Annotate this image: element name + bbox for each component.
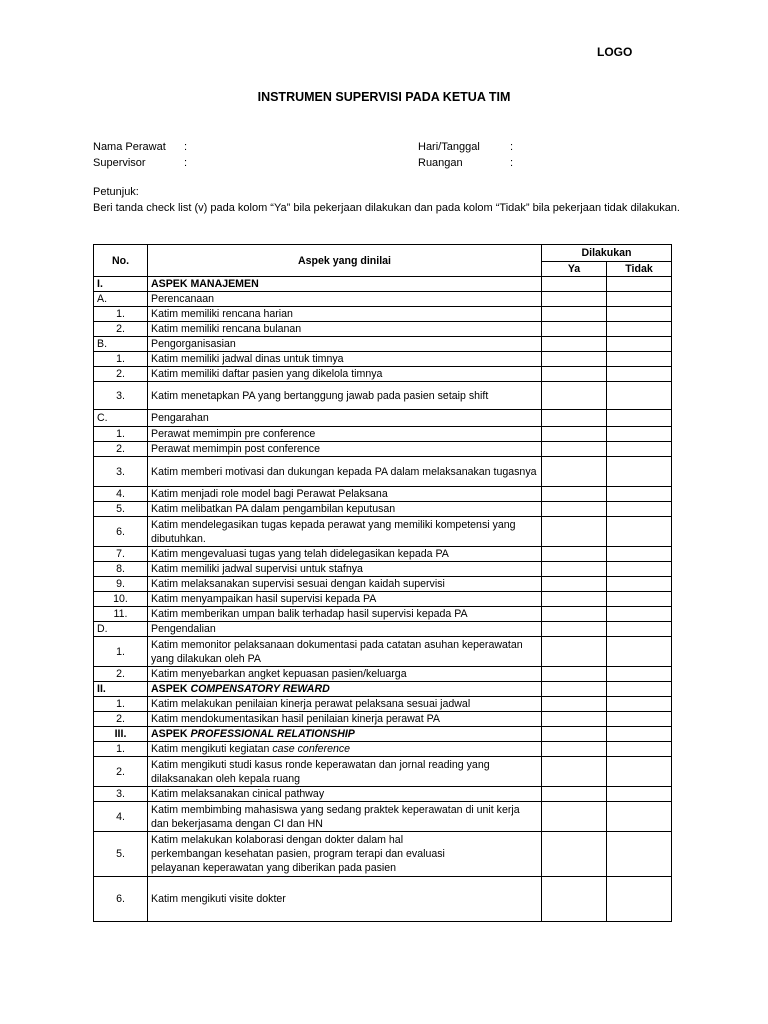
checkbox-cell-tidak[interactable] xyxy=(607,802,672,832)
checkbox-cell-ya[interactable] xyxy=(542,832,607,877)
checkbox-cell-ya[interactable] xyxy=(542,787,607,802)
checkbox-cell-ya[interactable] xyxy=(542,307,607,322)
table-row xyxy=(94,682,672,697)
label-nama-perawat: Nama Perawat xyxy=(93,141,166,153)
table-row xyxy=(94,322,672,337)
checkbox-cell-ya[interactable] xyxy=(542,277,607,292)
checkbox-cell-ya[interactable] xyxy=(542,802,607,832)
checkbox-cell-ya[interactable] xyxy=(542,442,607,457)
checkbox-cell-tidak[interactable] xyxy=(607,727,672,742)
row-aspect-text xyxy=(148,832,542,877)
row-aspect-text: Katim melaksanakan cinical pathway xyxy=(148,787,542,802)
row-aspect-text: Katim memberi motivasi dan dukungan kepada PA dalam melaksanakan tugasnya xyxy=(148,457,542,487)
row-number: C. xyxy=(94,410,148,427)
checkbox-cell-tidak[interactable] xyxy=(607,712,672,727)
table-row xyxy=(94,832,672,877)
row-aspect-text: Katim mendelegasikan tugas kepada perawat yang memiliki kompetensi yang dibutuhkan. xyxy=(148,517,542,547)
checkbox-cell-tidak[interactable] xyxy=(607,562,672,577)
row-number: 3. xyxy=(94,787,148,802)
checkbox-cell-tidak[interactable] xyxy=(607,352,672,367)
row-number: 8. xyxy=(94,562,148,577)
row-aspect-text: Perencanaan xyxy=(148,292,542,307)
header-no: No. xyxy=(94,245,148,277)
checkbox-cell-ya[interactable] xyxy=(542,592,607,607)
row-number: 1. xyxy=(94,352,148,367)
checkbox-cell-tidak[interactable] xyxy=(607,832,672,877)
row-aspect-text: Katim mendokumentasikan hasil penilaian kinerja perawat PA xyxy=(148,712,542,727)
colon: : xyxy=(184,157,188,169)
row-number: 2. xyxy=(94,322,148,337)
checkbox-cell-ya[interactable] xyxy=(542,427,607,442)
label-hari-tanggal: Hari/Tanggal xyxy=(418,141,480,153)
checkbox-cell-tidak[interactable] xyxy=(607,877,672,922)
table-row xyxy=(94,787,672,802)
row-number: 3. xyxy=(94,457,148,487)
checkbox-cell-ya[interactable] xyxy=(542,697,607,712)
row-number: 2. xyxy=(94,367,148,382)
checkbox-cell-ya[interactable] xyxy=(542,727,607,742)
row-aspect-text: Perawat memimpin post conference xyxy=(148,442,542,457)
table-row xyxy=(94,607,672,622)
checkbox-cell-ya[interactable] xyxy=(542,502,607,517)
checkbox-cell-ya[interactable] xyxy=(542,742,607,757)
checkbox-cell-tidak[interactable] xyxy=(607,742,672,757)
header-aspek: Aspek yang dinilai xyxy=(148,245,542,277)
row-number: III. xyxy=(94,727,148,742)
table-row xyxy=(94,577,672,592)
checkbox-cell-tidak[interactable] xyxy=(607,410,672,427)
checkbox-cell-ya[interactable] xyxy=(542,292,607,307)
row-number: 1. xyxy=(94,742,148,757)
table-row xyxy=(94,502,672,517)
table-row xyxy=(94,547,672,562)
checkbox-cell-ya[interactable] xyxy=(542,682,607,697)
row-aspect-text: Pengarahan xyxy=(148,410,542,427)
table-row xyxy=(94,427,672,442)
table-row xyxy=(94,410,672,427)
checkbox-cell-tidak[interactable] xyxy=(607,622,672,637)
table-row xyxy=(94,802,672,832)
checkbox-cell-tidak[interactable] xyxy=(607,577,672,592)
row-number: D. xyxy=(94,622,148,637)
row-number: 2. xyxy=(94,442,148,457)
checkbox-cell-ya[interactable] xyxy=(542,487,607,502)
row-number: 4. xyxy=(94,802,148,832)
row-aspect-text: Pengendalian xyxy=(148,622,542,637)
row-aspect-text: Katim melibatkan PA dalam pengambilan keputusan xyxy=(148,502,542,517)
row-aspect-text: Katim menjadi role model bagi Perawat Pelaksana xyxy=(148,487,542,502)
table-row xyxy=(94,742,672,757)
row-number: II. xyxy=(94,682,148,697)
row-aspect-text: Katim menetapkan PA yang bertanggung jawab pada pasien setaip shift xyxy=(148,382,542,410)
table-row xyxy=(94,307,672,322)
checkbox-cell-ya[interactable] xyxy=(542,622,607,637)
row-number: 11. xyxy=(94,607,148,622)
row-number: 4. xyxy=(94,487,148,502)
checkbox-cell-ya[interactable] xyxy=(542,352,607,367)
checkbox-cell-ya[interactable] xyxy=(542,877,607,922)
row-number: 2. xyxy=(94,757,148,787)
row-aspect-text: Katim mengikuti studi kasus ronde keperawatan dan jornal reading yang dilaksanakan oleh kepala ruang xyxy=(148,757,542,787)
row-number: 3. xyxy=(94,382,148,410)
checkbox-cell-ya[interactable] xyxy=(542,547,607,562)
checkbox-cell-ya[interactable] xyxy=(542,322,607,337)
row-number: 7. xyxy=(94,547,148,562)
row-aspect-prefix: ASPEK xyxy=(151,728,191,740)
row-aspect-line: perkembangan kesehatan pasien, program terapi dan evaluasi xyxy=(151,848,445,860)
row-aspect-text: Katim menyampaikan hasil supervisi kepada PA xyxy=(148,592,542,607)
row-aspect-italic: PROFESSIONAL RELATIONSHIP xyxy=(190,728,355,740)
checkbox-cell-tidak[interactable] xyxy=(607,667,672,682)
row-aspect-italic: case conference xyxy=(272,743,351,755)
row-number: B. xyxy=(94,337,148,352)
row-aspect-prefix: ASPEK xyxy=(151,683,191,695)
checkbox-cell-tidak[interactable] xyxy=(607,517,672,547)
row-number: 10. xyxy=(94,592,148,607)
instructions-heading: Petunjuk: xyxy=(93,186,139,198)
row-number: 9. xyxy=(94,577,148,592)
table-row xyxy=(94,667,672,682)
checkbox-cell-ya[interactable] xyxy=(542,667,607,682)
row-number: 1. xyxy=(94,637,148,667)
table-row xyxy=(94,337,672,352)
row-aspect-text: Katim memonitor pelaksanaan dokumentasi pada catatan asuhan keperawatan yang dilakukan oleh PA xyxy=(148,637,542,667)
table-row xyxy=(94,562,672,577)
table-row xyxy=(94,592,672,607)
colon: : xyxy=(510,157,514,169)
table-row xyxy=(94,637,672,667)
table-row xyxy=(94,352,672,367)
checkbox-cell-tidak[interactable] xyxy=(607,442,672,457)
row-number: 5. xyxy=(94,832,148,877)
table-row xyxy=(94,292,672,307)
table-row xyxy=(94,712,672,727)
checkbox-cell-ya[interactable] xyxy=(542,577,607,592)
instructions-text: Beri tanda check list (v) pada kolom “Ya” bila pekerjaan dilakukan dan pada kolom “Tidak” bila pekerjaan tidak dilakukan. xyxy=(93,202,680,214)
row-aspect-text: Katim melaksanakan supervisi sesuai dengan kaidah supervisi xyxy=(148,577,542,592)
row-aspect-text: Katim mengikuti visite dokter xyxy=(148,877,542,922)
row-aspect-text xyxy=(148,682,542,697)
header-dilakukan: Dilakukan xyxy=(542,245,672,262)
row-aspect-prefix: Katim mengikuti kegiatan xyxy=(151,743,273,755)
row-aspect-text: Katim memiliki jadwal supervisi untuk stafnya xyxy=(148,562,542,577)
checkbox-cell-tidak[interactable] xyxy=(607,757,672,787)
checkbox-cell-tidak[interactable] xyxy=(607,697,672,712)
table-row xyxy=(94,367,672,382)
supervision-table xyxy=(93,244,672,922)
row-aspect-text: Perawat memimpin pre conference xyxy=(148,427,542,442)
table-row xyxy=(94,487,672,502)
row-number: I. xyxy=(94,277,148,292)
row-number: 6. xyxy=(94,877,148,922)
checkbox-cell-tidak[interactable] xyxy=(607,382,672,410)
row-aspect-text: Katim mengevaluasi tugas yang telah didelegasikan kepada PA xyxy=(148,547,542,562)
row-aspect-italic: COMPENSATORY REWARD xyxy=(190,683,330,695)
row-aspect-text: Katim melakukan penilaian kinerja perawat pelaksana sesuai jadwal xyxy=(148,697,542,712)
table-row xyxy=(94,877,672,922)
row-number: A. xyxy=(94,292,148,307)
checkbox-cell-tidak[interactable] xyxy=(607,787,672,802)
header-ya: Ya xyxy=(542,262,607,277)
checkbox-cell-tidak[interactable] xyxy=(607,322,672,337)
checkbox-cell-ya[interactable] xyxy=(542,457,607,487)
checkbox-cell-tidak[interactable] xyxy=(607,592,672,607)
table-row xyxy=(94,442,672,457)
checkbox-cell-tidak[interactable] xyxy=(607,457,672,487)
checkbox-cell-ya[interactable] xyxy=(542,712,607,727)
table-row xyxy=(94,277,672,292)
checkbox-cell-tidak[interactable] xyxy=(607,487,672,502)
row-aspect-text xyxy=(148,742,542,757)
table-row xyxy=(94,382,672,410)
checkbox-cell-tidak[interactable] xyxy=(607,637,672,667)
row-aspect-text: Katim memiliki daftar pasien yang dikelola timnya xyxy=(148,367,542,382)
row-number: 1. xyxy=(94,697,148,712)
checkbox-cell-tidak[interactable] xyxy=(607,292,672,307)
table-row xyxy=(94,727,672,742)
row-aspect-text: Katim menyebarkan angket kepuasan pasien/keluarga xyxy=(148,667,542,682)
row-aspect-text xyxy=(148,727,542,742)
checkbox-cell-tidak[interactable] xyxy=(607,337,672,352)
checkbox-cell-tidak[interactable] xyxy=(607,277,672,292)
row-aspect-line: Katim melakukan kolaborasi dengan dokter dalam hal xyxy=(151,834,404,846)
checkbox-cell-ya[interactable] xyxy=(542,607,607,622)
checkbox-cell-ya[interactable] xyxy=(542,337,607,352)
row-aspect-text: Katim membimbing mahasiswa yang sedang praktek keperawatan di unit kerja dan bekerjasama dengan CI dan HN xyxy=(148,802,542,832)
row-number: 2. xyxy=(94,712,148,727)
document-title: INSTRUMEN SUPERVISI PADA KETUA TIM xyxy=(257,90,511,104)
checkbox-cell-ya[interactable] xyxy=(542,367,607,382)
colon: : xyxy=(184,141,188,153)
row-aspect-text: ASPEK MANAJEMEN xyxy=(148,277,542,292)
row-aspect-text: Katim memiliki rencana harian xyxy=(148,307,542,322)
table-row xyxy=(94,697,672,712)
checkbox-cell-tidak[interactable] xyxy=(607,307,672,322)
checkbox-cell-tidak[interactable] xyxy=(607,607,672,622)
checkbox-cell-ya[interactable] xyxy=(542,517,607,547)
row-number: 2. xyxy=(94,667,148,682)
checkbox-cell-tidak[interactable] xyxy=(607,427,672,442)
row-number: 5. xyxy=(94,502,148,517)
table-row xyxy=(94,622,672,637)
table-row xyxy=(94,457,672,487)
checkbox-cell-tidak[interactable] xyxy=(607,502,672,517)
row-aspect-text: Katim memiliki jadwal dinas untuk timnya xyxy=(148,352,542,367)
row-aspect-text: Katim memberikan umpan balik terhadap hasil supervisi kepada PA xyxy=(148,607,542,622)
row-number: 1. xyxy=(94,307,148,322)
row-aspect-line: pelayanan keperawatan yang diberikan pada pasien xyxy=(151,862,397,874)
row-aspect-text: Katim memiliki rencana bulanan xyxy=(148,322,542,337)
table-row xyxy=(94,757,672,787)
checkbox-cell-ya[interactable] xyxy=(542,410,607,427)
label-supervisor: Supervisor xyxy=(93,157,146,169)
checkbox-cell-tidak[interactable] xyxy=(607,547,672,562)
row-number: 1. xyxy=(94,427,148,442)
row-number: 6. xyxy=(94,517,148,547)
checkbox-cell-ya[interactable] xyxy=(542,382,607,410)
logo-text: LOGO xyxy=(597,45,633,59)
row-aspect-text: Pengorganisasian xyxy=(148,337,542,352)
checkbox-cell-ya[interactable] xyxy=(542,637,607,667)
checkbox-cell-ya[interactable] xyxy=(542,562,607,577)
checkbox-cell-ya[interactable] xyxy=(542,757,607,787)
checkbox-cell-tidak[interactable] xyxy=(607,682,672,697)
checkbox-cell-tidak[interactable] xyxy=(607,367,672,382)
colon: : xyxy=(510,141,514,153)
header-tidak: Tidak xyxy=(607,262,672,277)
table-row xyxy=(94,517,672,547)
label-ruangan: Ruangan xyxy=(418,157,463,169)
